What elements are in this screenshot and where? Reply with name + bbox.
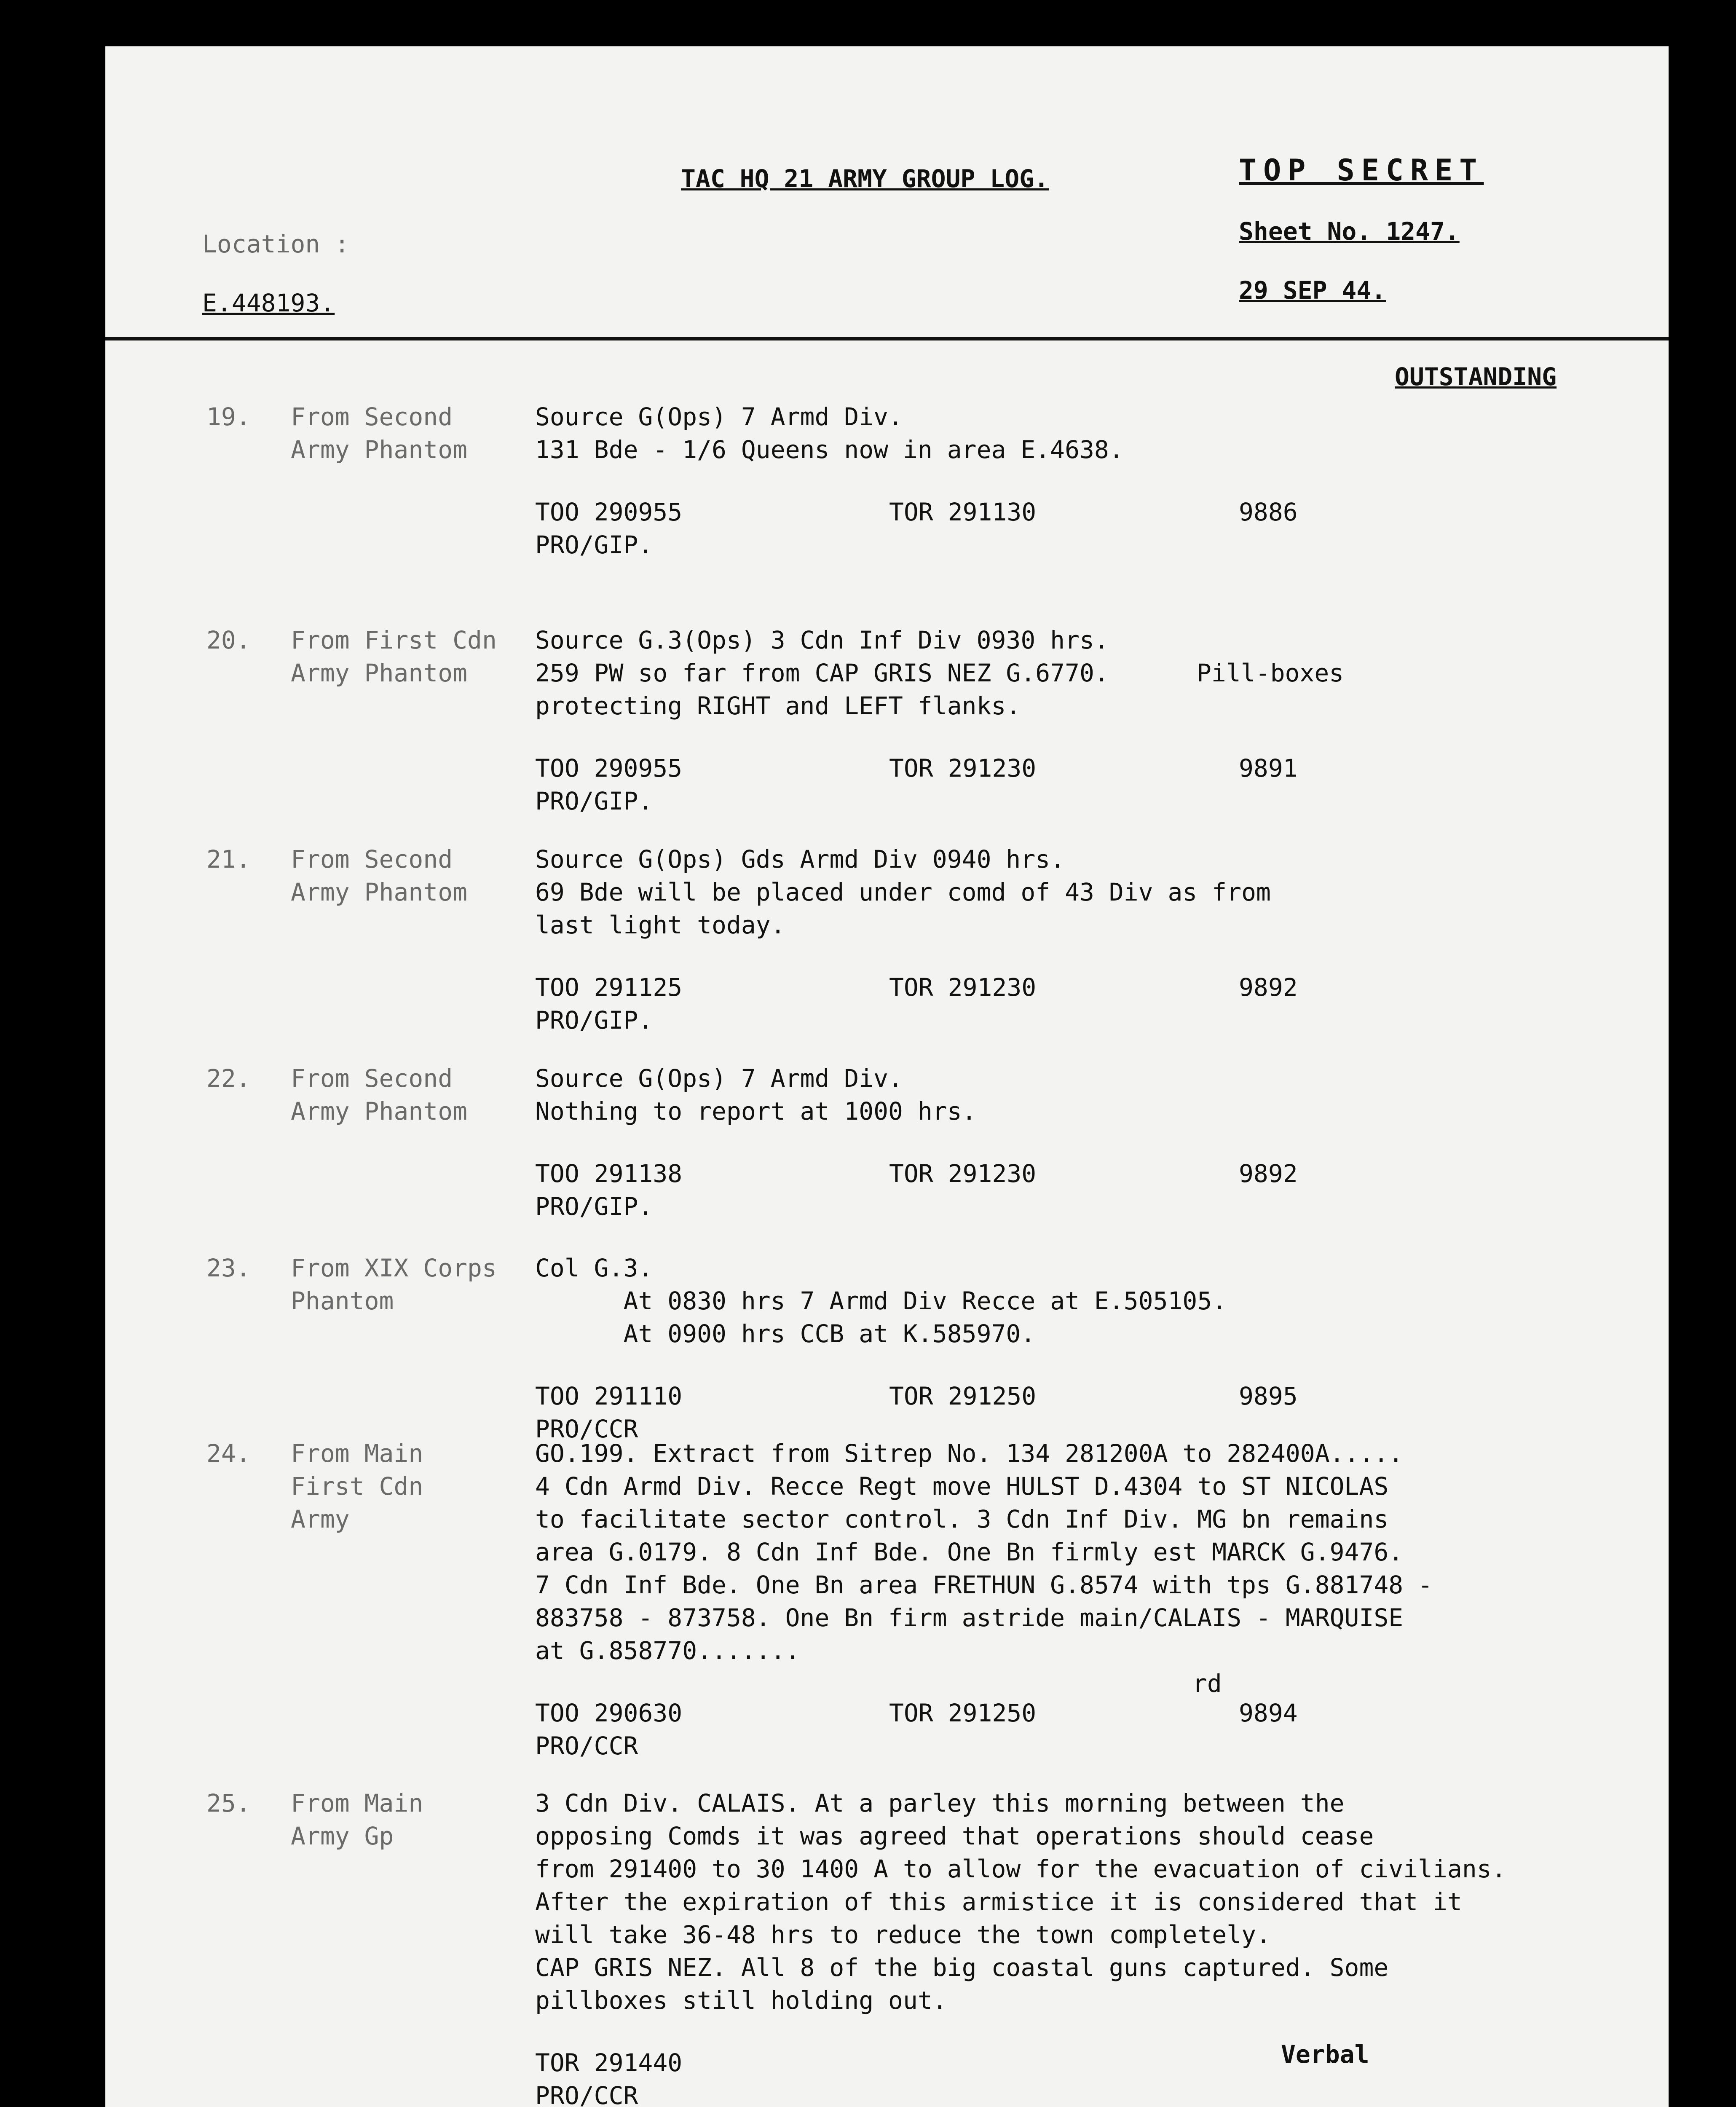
processing-initials: PRO/CCR: [535, 1732, 638, 1760]
message-line: area G.0179. 8 Cdn Inf Bde. One Bn firmly est MARCK G.9476.: [535, 1538, 1404, 1566]
message-reference: 9886: [1239, 498, 1298, 526]
message-line: 4 Cdn Armd Div. Recce Regt move HULST D.4304 to ST NICOLAS: [535, 1472, 1389, 1501]
time-of-origin: TOO 291110: [535, 1382, 683, 1410]
originator-line: Army: [291, 1505, 350, 1533]
entry-originator: [291, 843, 467, 909]
entry-number: 19.: [206, 402, 251, 431]
entry-annotation: Pill-boxes: [1197, 659, 1344, 687]
entry-number: 25.: [206, 1789, 251, 1817]
originator-line: First Cdn: [291, 1472, 423, 1501]
entry-number: 21.: [206, 845, 251, 874]
log-date: 29 SEP 44.: [1239, 276, 1386, 305]
message-line: pillboxes still holding out.: [535, 1986, 947, 2015]
time-of-receipt: TOR 291250: [889, 1699, 1037, 1727]
time-of-origin: TOO 291138: [535, 1159, 683, 1188]
originator-line: Army Phantom: [291, 878, 468, 906]
message-line: opposing Comds it was agreed that operations should cease: [535, 1822, 1374, 1850]
time-of-origin: TOO 290955: [535, 754, 683, 783]
entry-originator: [291, 1437, 423, 1536]
originator-line: From Second: [291, 402, 453, 431]
originator-line: From XIX Corps: [291, 1254, 497, 1282]
message-reference: 9891: [1239, 754, 1298, 783]
message-line: After the expiration of this armistice it is considered that it: [535, 1887, 1462, 1916]
message-line: 131 Bde - 1/6 Queens now in area E.4638.: [535, 435, 1124, 464]
message-line: will take 36-48 hrs to reduce the town completely.: [535, 1920, 1271, 1949]
message-line: 883758 - 873758. One Bn firm astride main/CALAIS - MARQUISE: [535, 1603, 1404, 1632]
message-line: CAP GRIS NEZ. All 8 of the big coastal guns captured. Some: [535, 1953, 1389, 1982]
message-line: 69 Bde will be placed under comd of 43 Div as from: [535, 878, 1271, 906]
message-reference: 9895: [1239, 1382, 1298, 1410]
originator-line: From Main: [291, 1789, 423, 1817]
message-reference: 9892: [1239, 1159, 1298, 1188]
time-of-receipt: TOR 291230: [889, 973, 1037, 1002]
log-sheet: [105, 46, 1669, 2107]
originator-line: From Second: [291, 845, 453, 874]
sheet-number: Sheet No. 1247.: [1239, 217, 1460, 246]
entry-originator: [291, 400, 467, 466]
entry-annotation: rd: [1192, 1669, 1222, 1698]
entry-message: [535, 1252, 1227, 1350]
outstanding-label: OUTSTANDING: [1395, 362, 1557, 391]
entry-message: [535, 843, 1271, 941]
message-line: from 291400 to 30 1400 A to allow for the evacuation of civilians.: [535, 1855, 1506, 1883]
message-line: to facilitate sector control. 3 Cdn Inf Div. MG bn remains: [535, 1505, 1389, 1533]
entry-originator: [291, 624, 497, 689]
time-of-origin: TOR 291440: [535, 2048, 683, 2077]
processing-initials: PRO/GIP.: [535, 1006, 653, 1035]
message-line: GO.199. Extract from Sitrep No. 134 281200A to 282400A.....: [535, 1439, 1404, 1468]
message-reference: 9892: [1239, 973, 1298, 1002]
message-line: Source G(Ops) Gds Armd Div 0940 hrs.: [535, 845, 1065, 874]
originator-line: Army Phantom: [291, 435, 468, 464]
originator-line: Army Phantom: [291, 659, 468, 687]
processing-initials: PRO/GIP.: [535, 1192, 653, 1221]
processing-initials: PRO/GIP.: [535, 787, 653, 815]
originator-line: From Main: [291, 1439, 423, 1468]
entry-message: [535, 400, 1124, 466]
originator-line: Phantom: [291, 1287, 394, 1315]
message-line: 7 Cdn Inf Bde. One Bn area FRETHUN G.8574 with tps G.881748 -: [535, 1571, 1433, 1599]
originator-line: Army Gp: [291, 1822, 394, 1850]
entry-originator: [291, 1062, 467, 1128]
message-line: protecting RIGHT and LEFT flanks.: [535, 692, 1021, 720]
processing-initials: PRO/GIP.: [535, 531, 653, 559]
location-label: Location :: [202, 230, 350, 258]
message-line: Source G(Ops) 7 Armd Div.: [535, 402, 903, 431]
entry-number: 20.: [206, 626, 251, 654]
classification-stamp: TOP SECRET: [1239, 153, 1484, 188]
message-line: Source G.3(Ops) 3 Cdn Inf Div 0930 hrs.: [535, 626, 1109, 654]
message-line: 3 Cdn Div. CALAIS. At a parley this morning between the: [535, 1789, 1345, 1817]
message-line: Source G(Ops) 7 Armd Div.: [535, 1064, 903, 1093]
originator-line: From First Cdn: [291, 626, 497, 654]
processing-initials: PRO/CCR: [535, 2081, 638, 2107]
time-of-receipt: TOR 291230: [889, 1159, 1037, 1188]
entry-message: [535, 1062, 977, 1128]
header-rule: [105, 337, 1669, 340]
originator-line: From Second: [291, 1064, 453, 1093]
message-line: At 0830 hrs 7 Armd Div Recce at E.505105.: [535, 1287, 1227, 1315]
entry-message: [535, 624, 1109, 722]
entry-number: 23.: [206, 1254, 251, 1282]
time-of-receipt: TOR 291130: [889, 498, 1037, 526]
message-line: At 0900 hrs CCB at K.585970.: [535, 1319, 1036, 1348]
entry-number: 24.: [206, 1439, 251, 1468]
originator-line: Army Phantom: [291, 1097, 468, 1126]
entry-number: 22.: [206, 1064, 251, 1093]
message-line: last light today.: [535, 911, 785, 939]
message-line: 259 PW so far from CAP GRIS NEZ G.6770.: [535, 659, 1109, 687]
time-of-receipt: TOR 291250: [889, 1382, 1037, 1410]
location-grid-ref: E.448193.: [202, 289, 335, 317]
message-line: Nothing to report at 1000 hrs.: [535, 1097, 977, 1126]
entry-originator: [291, 1787, 423, 1852]
time-of-receipt: TOR 291230: [889, 754, 1037, 783]
message-reference: Verbal: [1281, 2040, 1369, 2069]
message-reference: 9894: [1239, 1699, 1298, 1727]
entry-message: [535, 1787, 1506, 2017]
time-of-origin: TOO 291125: [535, 973, 683, 1002]
log-title: TAC HQ 21 ARMY GROUP LOG.: [681, 164, 1049, 193]
time-of-origin: TOO 290955: [535, 498, 683, 526]
processing-initials: PRO/CCR: [535, 1415, 638, 1443]
entry-originator: [291, 1252, 497, 1317]
message-line: Col G.3.: [535, 1254, 653, 1282]
message-line: at G.858770.......: [535, 1636, 800, 1665]
entry-message: [535, 1437, 1433, 1667]
time-of-origin: TOO 290630: [535, 1699, 683, 1727]
